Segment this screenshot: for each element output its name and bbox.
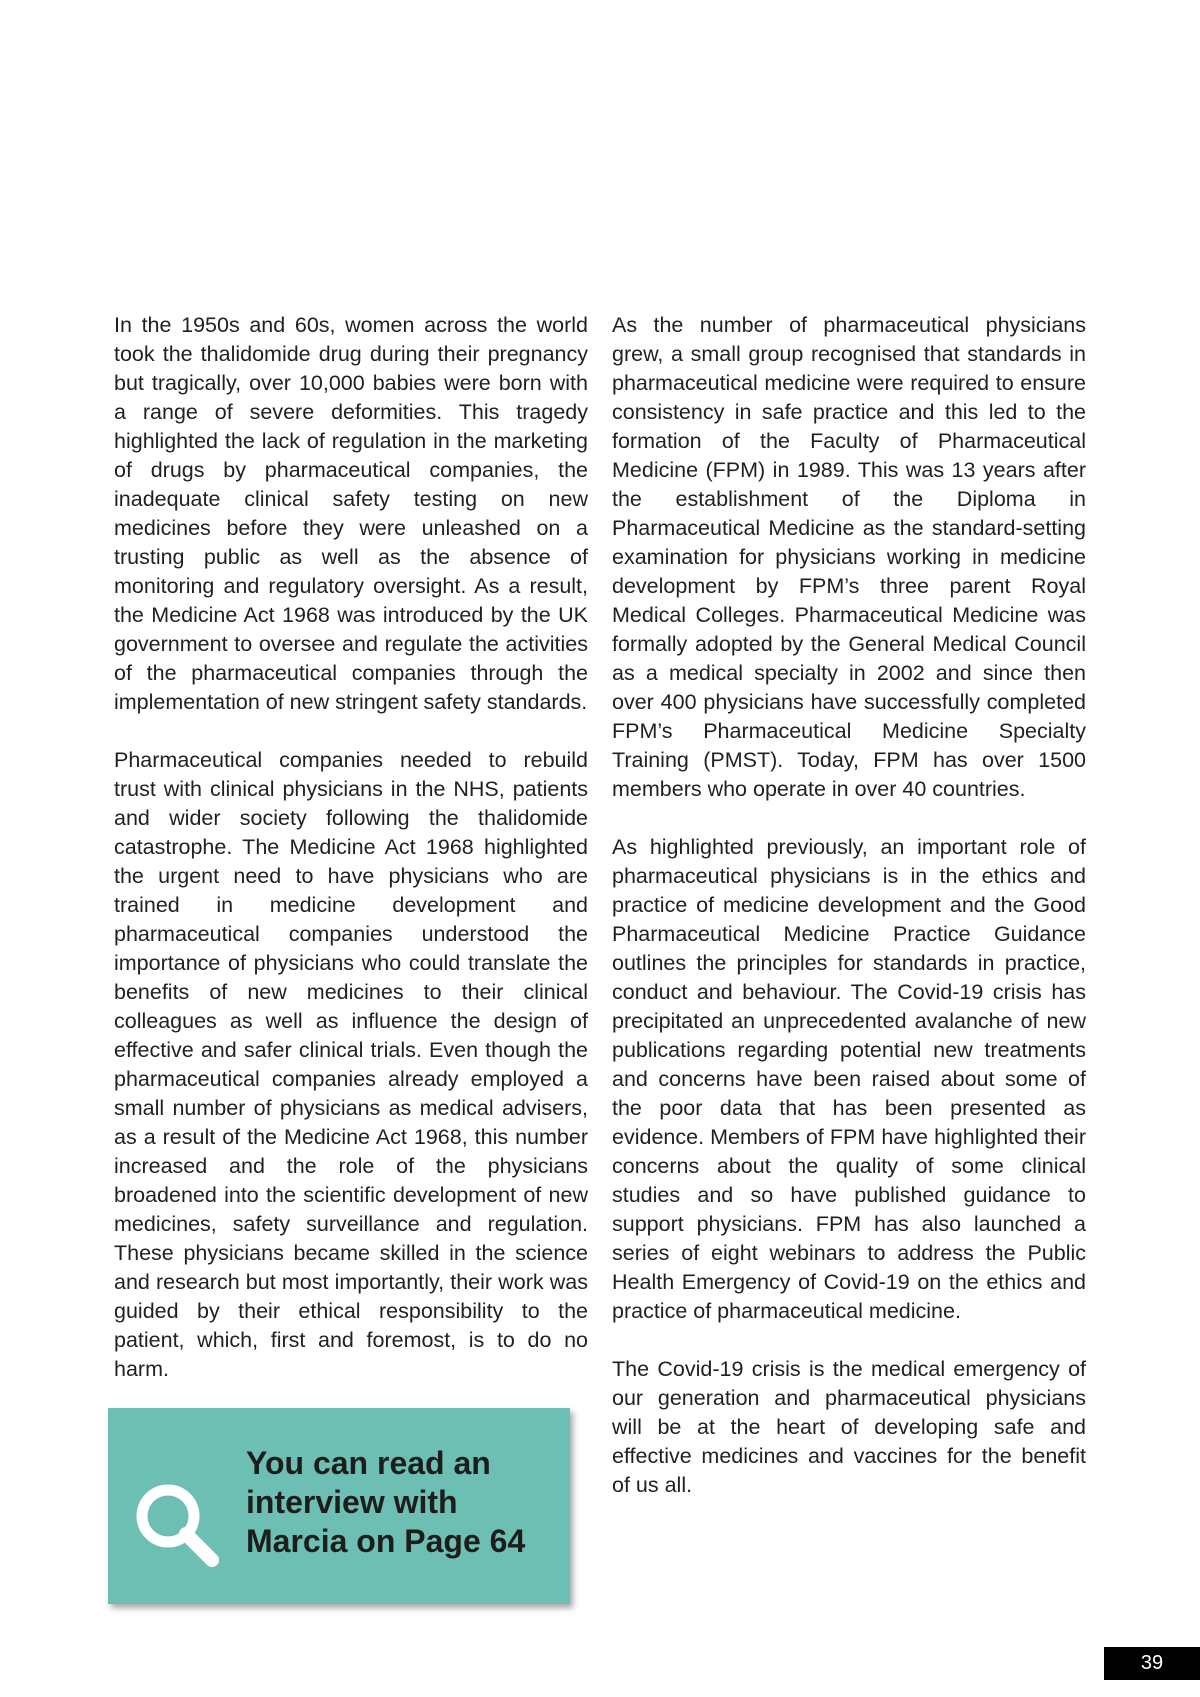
- body-paragraph: As highlighted previously, an important role of pharmaceutical physicians is in the ethics and practice of medicine development and the Good Pharmaceutical Medicine Practice Guidance outlines the principles for standards in practice, conduct and behaviour. The Covid-19 crisis has precipitated an unprecedented avalanche of new publications regarding potential new treatments and concerns have been raised about some of the poor data that has been presented as evidence. Members of FPM have highlighted their concerns about the quality of some clinical studies and so have published guidance to support physicians. FPM has also launched a series of eight webinars to address the Public Health Emergency of Covid-19 on the ethics and practice of pharmaceutical medicine.: [612, 835, 1086, 1323]
- left-column: [114, 311, 588, 1413]
- interview-callout-box: [108, 1408, 570, 1604]
- page-number: 39: [1104, 1647, 1200, 1680]
- body-paragraph: As the number of pharmaceutical physicians grew, a small group recognised that standards in pharmaceutical medicine were required to ensure consistency in safe practice and this led to the formation of the Faculty of Pharmaceutical Medicine (FPM) in 1989. This was 13 years after the establishment of the Diploma in Pharmaceutical Medicine as the standard-setting examination for physicians working in medicine development by FPM’s three parent Royal Medical Colleges. Pharmaceutical Medicine was formally adopted by the General Medical Council as a medical specialty in 2002 and since then over 400 physicians have successfully completed FPM’s Pharmaceutical Medicine Specialty Training (PMST). Today, FPM has over 1500 members who operate in over 40 countries.: [612, 313, 1086, 801]
- body-paragraph: In the 1950s and 60s, women across the world took the thalidomide drug during their pregnancy but tragically, over 10,000 babies were born with a range of severe deformities. This tragedy highlighted the lack of regulation in the marketing of drugs by pharmaceutical companies, the inadequate clinical safety testing on new medicines before they were unleashed on a trusting public as well as the absence of monitoring and regulatory oversight. As a result, the Medicine Act 1968 was introduced by the UK government to oversee and regulate the activities of the pharmaceutical companies through the implementation of new stringent safety standards.: [114, 313, 588, 714]
- callout-text: You can read an interview with Marcia on Page 64: [246, 1445, 526, 1559]
- search-icon: [128, 1476, 228, 1576]
- body-paragraph: Pharmaceutical companies needed to rebuild trust with clinical physicians in the NHS, patients and wider society following the thalidomide catastrophe. The Medicine Act 1968 highlighted the urgent need to have physicians who are trained in medicine development and pharmaceutical companies understood the importance of physicians who could translate the benefits of new medicines to their clinical colleagues as well as influence the design of effective and safer clinical trials. Even though the pharmaceutical companies already employed a small number of physicians as medical advisers, as a result of the Medicine Act 1968, this number increased and the role of the physicians broadened into the scientific development of new medicines, safety surveillance and regulation. These physicians became skilled in the science and research but most importantly, their work was guided by their ethical responsibility to the patient, which, first and foremost, is to do no harm.: [114, 748, 588, 1381]
- right-column: [612, 311, 1086, 1529]
- body-paragraph: The Covid-19 crisis is the medical emergency of our generation and pharmaceutical physicians will be at the heart of developing safe and effective medicines and vaccines for the benefit of us all.: [612, 1357, 1086, 1497]
